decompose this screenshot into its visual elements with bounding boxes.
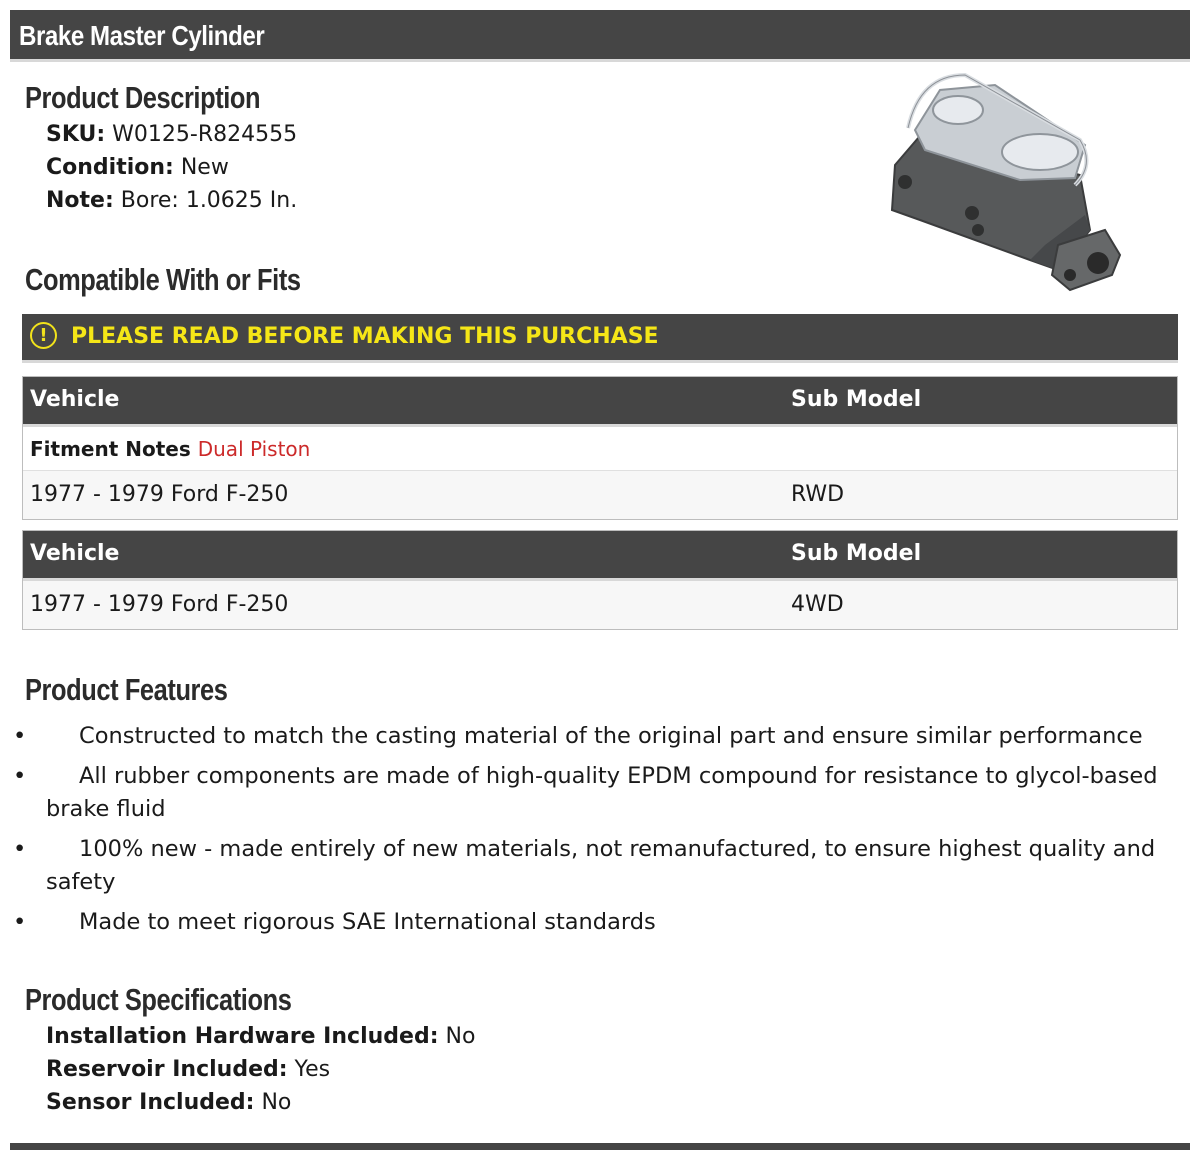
fitment-table-1	[22, 376, 1178, 520]
fitment-notes-label	[30, 437, 310, 461]
condition-value: New	[180, 155, 229, 180]
bullet-icon: •	[13, 723, 27, 749]
fitment-notes-value: Dual Piston	[197, 437, 311, 461]
condition-label: Condition:	[46, 155, 174, 180]
vehicle-column-header: Vehicle	[30, 387, 120, 412]
sku-label: SKU:	[46, 122, 106, 147]
feature-text: 100% new - made entirely of new materials, not remanufactured, to ensure highest quality and safety	[46, 836, 1156, 895]
page-title: Brake Master Cylinder	[19, 20, 265, 51]
sub-model-column-header: Sub Model	[791, 387, 922, 412]
table-row	[23, 471, 1177, 519]
table-header	[23, 531, 1177, 581]
feature-text: Constructed to match the casting material of the original part and ensure similar performance	[79, 723, 1143, 749]
bullet-icon: •	[13, 763, 27, 789]
reservoir-field	[46, 1057, 330, 1082]
condition-field	[46, 155, 229, 180]
note-value: Bore: 1.0625 In.	[120, 188, 298, 213]
fitment-notes-row	[23, 427, 1177, 471]
reservoir-value: Yes	[294, 1057, 331, 1082]
feature-item	[13, 906, 1166, 939]
feature-text: Made to meet rigorous SAE International standards	[79, 909, 656, 935]
warning-text: PLEASE READ BEFORE MAKING THIS PURCHASE	[71, 324, 659, 349]
product-description-heading: Product Description	[25, 80, 261, 115]
note-label: Note:	[46, 188, 114, 213]
installation-hardware-value: No	[445, 1024, 476, 1049]
feature-item	[13, 833, 1166, 899]
product-features-heading: Product Features	[25, 672, 228, 707]
sku-field	[46, 122, 297, 147]
table-row	[23, 581, 1177, 629]
features-list	[13, 720, 1166, 946]
feature-item	[13, 720, 1166, 753]
purchase-warning-banner	[22, 314, 1178, 363]
product-image	[880, 70, 1130, 300]
sensor-value: No	[261, 1090, 292, 1115]
sub-model-column-header: Sub Model	[791, 541, 922, 566]
feature-item	[13, 760, 1166, 826]
installation-hardware-label: Installation Hardware Included:	[46, 1024, 439, 1049]
master-cylinder-illustration	[892, 75, 1120, 290]
sensor-label: Sensor Included:	[46, 1090, 255, 1115]
bullet-icon: •	[13, 909, 27, 935]
note-field	[46, 188, 297, 213]
footer-divider	[10, 1143, 1190, 1150]
reservoir-label: Reservoir Included:	[46, 1057, 288, 1082]
product-specifications-heading: Product Specifications	[25, 982, 292, 1017]
vehicle-cell: 1977 - 1979 Ford F-250	[30, 482, 289, 507]
feature-text: All rubber components are made of high-quality EPDM compound for resistance to glycol-based brake fluid	[46, 763, 1158, 822]
sub-model-cell: RWD	[791, 482, 845, 507]
sensor-field	[46, 1090, 291, 1115]
installation-hardware-field	[46, 1024, 475, 1049]
title-bar	[10, 10, 1190, 62]
vehicle-column-header: Vehicle	[30, 541, 120, 566]
fitment-notes-label-text: Fitment Notes	[30, 437, 191, 461]
vehicle-cell: 1977 - 1979 Ford F-250	[30, 592, 289, 617]
bullet-icon: •	[13, 836, 27, 862]
sku-value: W0125-R824555	[112, 122, 298, 147]
table-header	[23, 377, 1177, 427]
fitment-table-2	[22, 530, 1178, 630]
warning-icon: !	[30, 322, 57, 349]
sub-model-cell: 4WD	[791, 592, 844, 617]
compatibility-heading: Compatible With or Fits	[25, 262, 301, 297]
